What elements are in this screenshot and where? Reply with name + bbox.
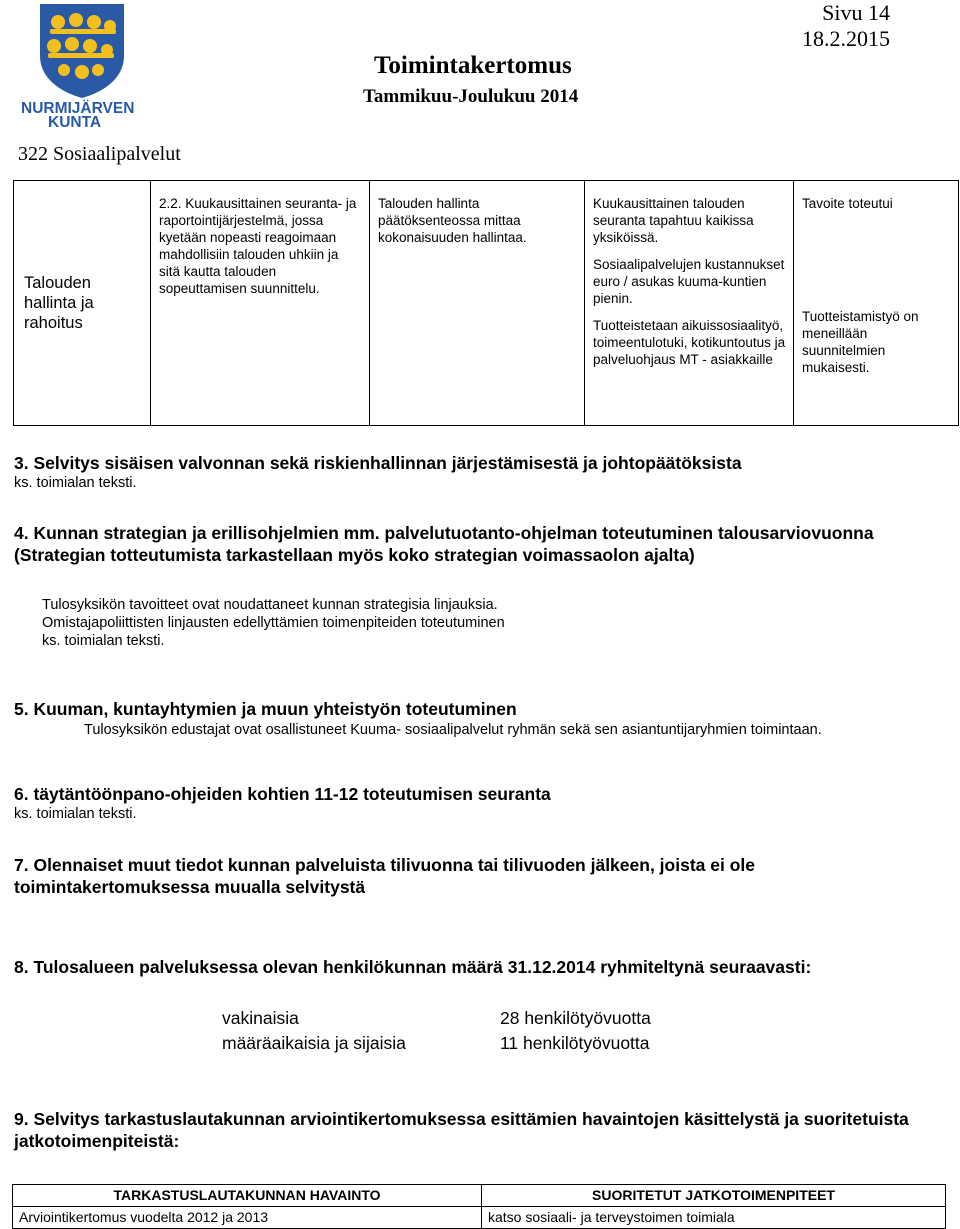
staff-label: määräaikaisia ja sijaisia bbox=[222, 1033, 406, 1053]
table-cell-area bbox=[14, 181, 151, 426]
page-info bbox=[802, 0, 890, 52]
column-header-actions: SUORITETUT JATKOTOIMENPITEET bbox=[482, 1185, 946, 1207]
section-5-heading: 5. Kuuman, kuntayhtymien ja muun yhteistyön toteutuminen bbox=[14, 699, 517, 719]
action-item: Tuotteistetaan aikuissosiaalityö, toimeentulotuki, kotikuntoutus ja palveluohjaus MT - asiakkaille bbox=[593, 318, 786, 367]
section-7-heading: 7. Olennaiset muut tiedot kunnan palveluista tilivuonna tai tilivuoden jälkeen, joista ei ole toimintakertomuksessa muualla selvitystä bbox=[14, 855, 755, 897]
audit-table bbox=[12, 1184, 946, 1229]
section-3 bbox=[14, 452, 944, 492]
result-status: Tavoite toteutui bbox=[802, 196, 893, 211]
staff-label: vakinaisia bbox=[222, 1008, 299, 1028]
column-header-observation: TARKASTUSLAUTAKUNNAN HAVAINTO bbox=[13, 1185, 482, 1207]
staff-value: 11 henkilötyövuotta bbox=[500, 1033, 650, 1053]
table-cell-actions bbox=[585, 181, 794, 426]
section-6 bbox=[14, 783, 944, 823]
section-5-text: Tulosyksikön edustajat ovat osallistuneet Kuuma- sosiaalipalvelut ryhmän sekä sen asiantuntijaryhmien toimintaan. bbox=[84, 722, 822, 738]
area-text: Talouden hallinta ja rahoitus bbox=[24, 274, 94, 332]
staff-table bbox=[222, 1006, 742, 1056]
table-row bbox=[222, 1031, 742, 1056]
page-number: Sivu 14 bbox=[822, 0, 890, 25]
report-date: 18.2.2015 bbox=[802, 26, 890, 51]
table-cell: katso sosiaali- ja terveystoimen toimiala bbox=[482, 1207, 946, 1229]
table-header-row bbox=[13, 1185, 946, 1207]
section-4-body bbox=[42, 596, 942, 650]
section-6-text: ks. toimialan teksti. bbox=[14, 806, 137, 822]
logo-wordmark-line1: NURMIJÄRVEN bbox=[21, 100, 135, 117]
section-6-heading: 6. täytäntöönpano-ohjeiden kohtien 11-12 toteutumisen seuranta bbox=[14, 784, 551, 804]
table-cell-result bbox=[794, 181, 959, 426]
action-item: Sosiaalipalvelujen kustannukset euro / asukas kuuma-kuntien pienin. bbox=[593, 257, 785, 306]
table-row bbox=[222, 1006, 742, 1031]
section-4-line: Tulosyksikön tavoitteet ovat noudattaneet kunnan strategisia linjauksia. bbox=[42, 597, 498, 613]
result-detail: Tuotteistamistyö on meneillään suunnitelmien mukaisesti. bbox=[802, 309, 919, 375]
table-row bbox=[14, 181, 959, 426]
section-4-heading: 4. Kunnan strategian ja erillisohjelmien mm. palvelutuotanto-ohjelman toteutuminen talousarviovuonna (Strategian totteutumista tarkastellaan myös koko strategian voimassaolon ajalta) bbox=[14, 523, 874, 565]
action-item: Kuukausittainen talouden seuranta tapahtuu kaikissa yksiköissä. bbox=[593, 196, 754, 245]
goals-table bbox=[13, 180, 959, 426]
section-4-line: ks. toimialan teksti. bbox=[42, 633, 165, 649]
table-cell-goal bbox=[151, 181, 370, 426]
section-9-heading: 9. Selvitys tarkastuslautakunnan arviointikertomuksessa esittämien havaintojen käsittelystä ja suoritetuista jatkotoimenpiteistä: bbox=[14, 1109, 909, 1151]
table-cell-measure bbox=[370, 181, 585, 426]
table-cell: Arviointikertomus vuodelta 2012 ja 2013 bbox=[13, 1207, 482, 1229]
section-4-line: Omistajapoliittisten linjausten edellyttämien toimenpiteiden toteutuminen bbox=[42, 615, 505, 631]
measure-text: Talouden hallinta päätöksenteossa mittaa kokonaisuuden hallintaa. bbox=[378, 196, 527, 245]
section-3-text: ks. toimialan teksti. bbox=[14, 475, 137, 491]
section-8-heading: 8. Tulosalueen palveluksessa olevan henkilökunnan määrä 31.12.2014 ryhmiteltynä seuraavasti: bbox=[14, 957, 812, 977]
section-title: 322 Sosiaalipalvelut bbox=[18, 143, 181, 165]
staff-value: 28 henkilötyövuotta bbox=[500, 1008, 651, 1028]
table-row bbox=[13, 1207, 946, 1229]
section-3-heading: 3. Selvitys sisäisen valvonnan sekä riskienhallinnan järjestämisestä ja johtopäätöksista bbox=[14, 453, 742, 473]
page-title: Toimintakertomus bbox=[374, 52, 572, 79]
municipality-logo bbox=[18, 0, 146, 128]
report-period: Tammikuu-Joulukuu 2014 bbox=[363, 86, 579, 107]
logo-wordmark-line2: KUNTA bbox=[48, 114, 102, 128]
goal-text: 2.2. Kuukausittainen seuranta- ja raportointijärjestelmä, jossa kyetään nopeasti reagoimaan mahdollisiin talouden uhkiin ja sitä kautta talouden sopeuttamisen suunnittelu. bbox=[159, 196, 357, 296]
